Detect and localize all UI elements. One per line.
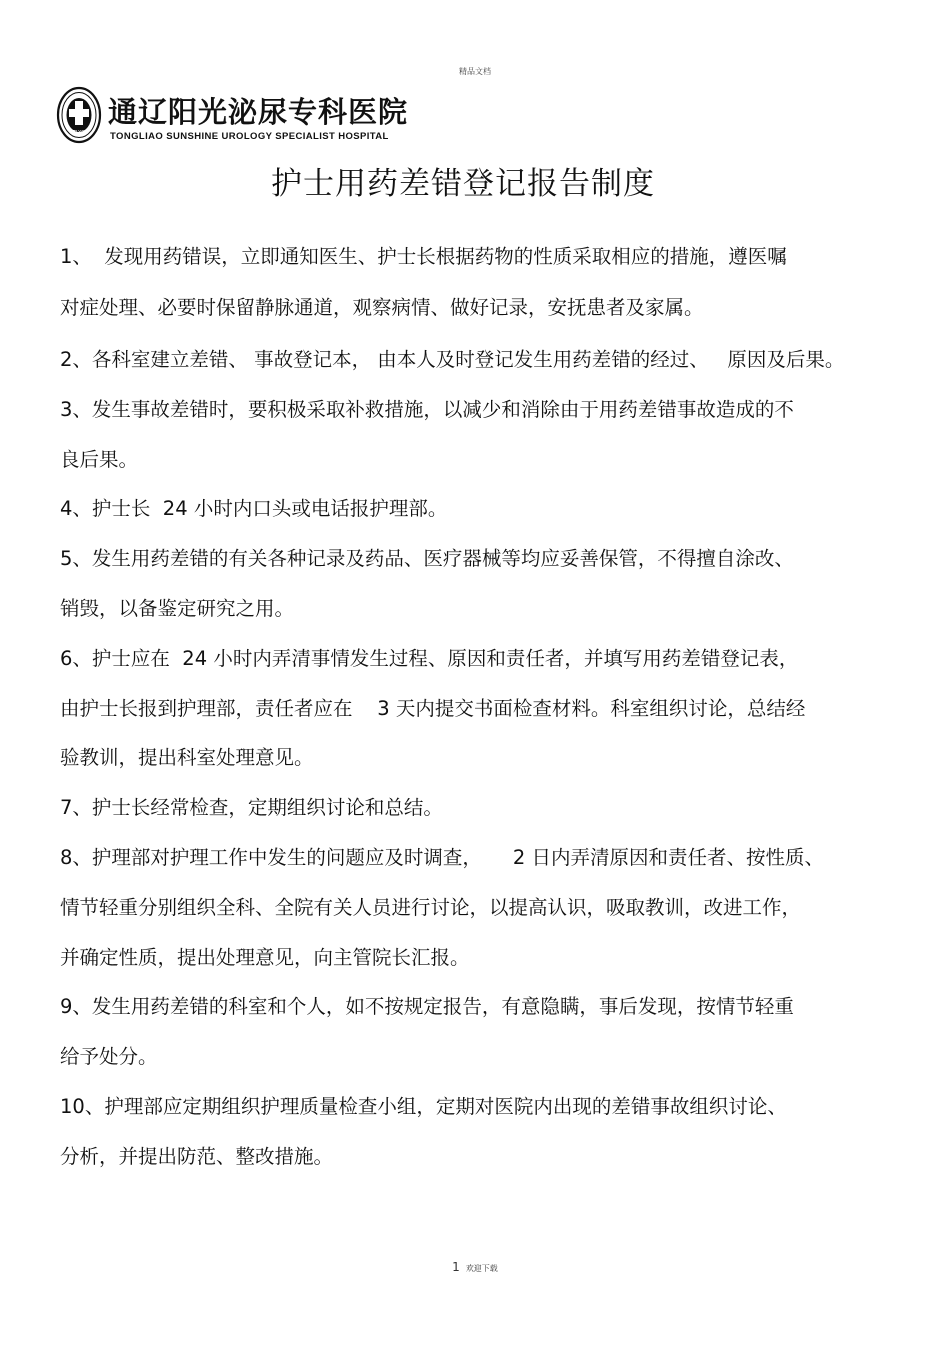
text-line: 销毁，以备鉴定研究之用。 bbox=[60, 597, 295, 620]
page-number: 1 bbox=[452, 1260, 460, 1274]
text-line: 并确定性质，提出处理意见，向主管院长汇报。 bbox=[60, 946, 470, 969]
text-line: 6、护士应在 24 小时内弄清事情发生过程、原因和责任者，并填写用药差错登记表， bbox=[60, 647, 799, 670]
text-line: 给予处分。 bbox=[60, 1045, 158, 1068]
text-line: 10、护理部应定期组织护理质量检查小组，定期对医院内出现的差错事故组织讨论、 bbox=[60, 1095, 787, 1118]
text-line: 由护士长报到护理部，责任者应在 3 天内提交书面检查材料。科室组织讨论，总结经 bbox=[60, 697, 806, 720]
header-note: 精品文档 bbox=[459, 67, 491, 76]
hospital-seal-icon bbox=[56, 86, 102, 144]
text-line: 良后果。 bbox=[60, 448, 139, 471]
text-line: 分析，并提出防范、整改措施。 bbox=[60, 1145, 334, 1168]
text-line: 7、护士长经常检查，定期组织讨论和总结。 bbox=[60, 796, 443, 819]
text-line: 情节轻重分别组织全科、全院有关人员进行讨论，以提高认识，吸取教训，改进工作， bbox=[60, 896, 802, 919]
text-line: 1、 发现用药错误，立即通知医生、护士长根据药物的性质采取相应的措施，遵医嘱 bbox=[60, 245, 787, 268]
hospital-logo bbox=[56, 84, 409, 148]
text-line: 4、护士长 24 小时内口头或电话报护理部。 bbox=[60, 497, 448, 520]
text-line: 对症处理、必要时保留静脉通道，观察病情、做好记录，安抚患者及家属。 bbox=[60, 296, 704, 319]
text-line: 3、发生事故差错时，要积极采取补救措施，以减少和消除由于用药差错事故造成的不 bbox=[60, 398, 794, 421]
hospital-name-cn: 通辽阳光泌尿专科医院 bbox=[108, 95, 409, 129]
text-line: 2、各科室建立差错、 事故登记本， 由本人及时登记发生用药差错的经过、 原因及后果。 bbox=[60, 348, 845, 371]
text-line: 9、发生用药差错的科室和个人，如不按规定报告，有意隐瞒，事后发现，按情节轻重 bbox=[60, 995, 794, 1018]
page-footer bbox=[0, 1260, 950, 1274]
seal-text: TLYG bbox=[72, 130, 86, 136]
text-line: 5、发生用药差错的有关各种记录及药品、医疗器械等均应妥善保管，不得擅自涂改、 bbox=[60, 547, 794, 570]
footer-note: 欢迎下载 bbox=[465, 1264, 498, 1273]
text-line: 验教训，提出科室处理意见。 bbox=[60, 746, 314, 769]
text-line: 8、护理部对护理工作中发生的问题应及时调查， 2 日内弄清原因和责任者、按性质、 bbox=[60, 846, 825, 869]
document-title: 护士用药差错登记报告制度 bbox=[271, 166, 655, 202]
hospital-name-en: TONGLIAO SUNSHINE UROLOGY SPECIALIST HOSPITAL bbox=[110, 131, 389, 142]
